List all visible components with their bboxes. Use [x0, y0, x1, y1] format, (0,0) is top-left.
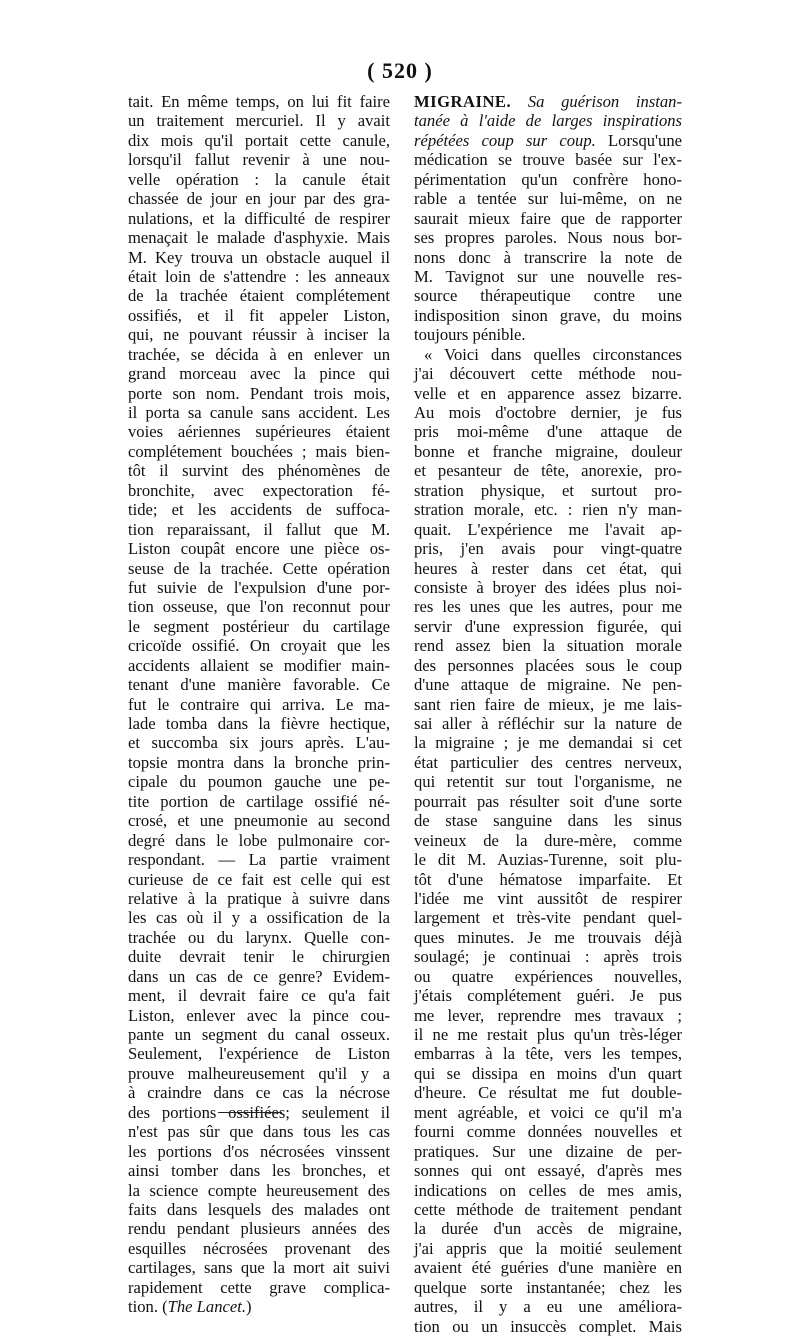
article-heading-line [414, 92, 682, 111]
text-line: faits dans lesquels des malades ont [128, 1199, 390, 1219]
text-line: trachée, se décida à en enlever un [128, 344, 390, 364]
text-line: quait. L'expérience me l'avait ap- [414, 519, 682, 539]
text-line: servir d'une expression figurée, qui [414, 616, 682, 636]
text-line: indisposition sinon grave, du moins [414, 305, 682, 325]
text-line: res les unes que les autres, pour me [414, 597, 682, 617]
text-line: me lever, reprendre mes travaux ; [414, 1005, 682, 1025]
text-line: M. Tavignot sur une nouvelle res- [414, 266, 682, 286]
text-line: quelque sorte instantanée; chez les [414, 1277, 682, 1297]
text-line: sai aller à réfléchir sur la nature de [414, 714, 682, 733]
right-column [414, 92, 682, 1336]
text-line: pratiques. Sur une dizaine de per- [414, 1141, 682, 1161]
text-line: l'idée me vint aussitôt de respirer [414, 888, 682, 908]
end-rule [218, 1112, 282, 1113]
text-line: rendu pendant plusieurs années des [128, 1219, 390, 1239]
text-line: un traitement mercuriel. Il y avait [128, 111, 390, 131]
text-line: nulations, et la difficulté de respirer [128, 208, 390, 228]
text-line: à craindre dans ce cas la nécrose [128, 1083, 390, 1103]
text-line: la migraine ; je me demandai si cet [414, 733, 682, 753]
text-line: voies aériennes supérieures étaient [128, 422, 390, 442]
text-line: il ne me restait plus qu'un très-léger [414, 1025, 682, 1044]
text-line: lorsqu'il fallut revenir à une nou- [128, 150, 390, 170]
text-line: M. Key trouva un obstacle auquel il [128, 247, 390, 267]
text-line: tôt d'une hématose imparfaite. Et [414, 869, 682, 889]
text-line: et succomba six jours après. L'au- [128, 733, 390, 753]
text-line: ossifiés, et il fit appeler Liston, [128, 305, 390, 325]
text-line: sant rien faire de mieux, je me lais- [414, 694, 682, 714]
text-line: indications on celles de mes amis, [414, 1180, 682, 1200]
text-line: d'heure. Ce résultat me fut double- [414, 1083, 682, 1103]
text-line: nons donc à transcrire la note de [414, 247, 682, 267]
text-line: médication se trouve basée sur l'ex- [414, 150, 682, 170]
text-line: fut suivie de l'expulsion d'une por- [128, 577, 390, 597]
text-line: rend assez bien la situation morale [414, 636, 682, 656]
text-line: cartilages, sans que la mort ait suivi [128, 1258, 390, 1278]
citation-suffix: ) [246, 1297, 252, 1317]
text-line: et pesanteur de tête, anorexie, pro- [414, 461, 682, 481]
text-line: n'est pas sûr que dans tous les cas [128, 1122, 390, 1142]
text-line: dans un cas de ce genre? Evidem- [128, 966, 390, 986]
text-line: des portions ossifiées; seulement il [128, 1102, 390, 1122]
text-line: ment, il devrait faire ce qu'a fait [128, 986, 390, 1006]
text-line: dix mois qu'il portait cette canule, [128, 130, 390, 150]
text-line: duite devrait tenir le chirurgien [128, 947, 390, 967]
text-line: Liston, enlever avec la pince cou- [128, 1005, 390, 1025]
left-column [128, 92, 390, 1317]
text-line: seuse de la trachée. Cette opération [128, 558, 390, 578]
text-line: bronchite, avec expectoration fé- [128, 480, 390, 500]
text-line: tait. En même temps, on lui fit faire [128, 92, 390, 111]
article-heading-word: MIGRAINE. [414, 92, 512, 111]
text-line: curieuse de ce fait est celle qui est [128, 869, 390, 889]
text-line: respondant. — La partie vraiment [128, 850, 390, 870]
text-line: degré dans le lobe pulmonaire cor- [128, 830, 390, 850]
text-line: d'une attaque de migraine. Ne pen- [414, 675, 682, 695]
text-line: consiste à broyer des idées plus noi- [414, 577, 682, 597]
text-line: j'ai découvert cette méthode nou- [414, 364, 682, 384]
text-line: de stase sanguine dans les sinus [414, 811, 682, 831]
text-line: qui se dissipa en moins d'un quart [414, 1063, 682, 1083]
text-line: le dit M. Auzias-Turenne, soit plu- [414, 850, 682, 870]
text-line: était loin de s'attendre : les anneaux [128, 266, 390, 286]
text-line: pris moi-même d'une attaque de [414, 422, 682, 442]
text-line: relative à la pratique à suivre dans [128, 888, 390, 908]
text-line: grand morceau avec la pince qui [128, 364, 390, 384]
text-line: fourni comme données nouvelles et [414, 1122, 682, 1142]
text-line: tide; et les accidents de suffoca- [128, 500, 390, 520]
text-line: saurait mieux faire que de rapporter [414, 208, 682, 228]
text-line: tenant d'une manière favorable. Ce [128, 675, 390, 695]
text-line: tôt il survint des phénomènes de [128, 461, 390, 481]
text-line: pante un segment du canal osseux. [128, 1025, 390, 1044]
text-line: autres, il y a eu une améliora- [414, 1297, 682, 1317]
text-line: pourrait pas résulter soit d'une sorte [414, 791, 682, 811]
text-line: tion ou un insuccès complet. Mais [414, 1316, 682, 1336]
text-line: Seulement, l'expérience de Liston [128, 1044, 390, 1064]
text-line: embarras à la tête, vers les tempes, [414, 1044, 682, 1064]
text-line: des personnes placées sous le coup [414, 655, 682, 675]
text-line: les cas où il y a ossification de la [128, 908, 390, 928]
citation-source: The Lancet. [167, 1297, 246, 1317]
text-line: Au mois d'octobre dernier, je fus [414, 403, 682, 422]
text-line: ses propres paroles. Nous nous bor- [414, 228, 682, 248]
article-heading-tail: Lorsqu'une [608, 130, 682, 150]
text-line: stration morale, etc. : rien n'y man- [414, 500, 682, 520]
text-line: ou quatre expériences nouvelles, [414, 966, 682, 986]
text-line: ment agréable, et voici ce qu'il m'a [414, 1102, 682, 1122]
text-line: heures à rester dans cet état, qui [414, 558, 682, 578]
text-line: ques minutes. Je me trouvais déjà [414, 927, 682, 947]
text-line: accidents allaient se modifier main- [128, 655, 390, 675]
article-heading-italic: répétées coup sur coup. [414, 130, 596, 150]
text-line: topsie montra dans la bronche prin- [128, 752, 390, 772]
text-line: trachée ou du larynx. Quelle con- [128, 927, 390, 947]
text-line: la durée d'un accès de migraine, [414, 1219, 682, 1239]
text-line: fut le contraire qui arriva. Le ma- [128, 694, 390, 714]
text-line: source thérapeutique contre une [414, 286, 682, 306]
text-line: cricoïde ossifié. On croyait que les [128, 636, 390, 656]
text-line: j'ai appris que la moitié seulement [414, 1238, 682, 1258]
text-line: toujours pénible. [414, 325, 526, 345]
text-line: qui, ne pouvant réussir à inciser la [128, 325, 390, 345]
citation-prefix: tion. ( [128, 1297, 168, 1317]
text-line: lade tomba dans la fièvre hectique, [128, 714, 390, 733]
text-line: porte son nom. Pendant trois mois, [128, 383, 390, 403]
text-line: Liston coupât encore une pièce os- [128, 539, 390, 559]
text-line: veineux de la dure-mère, comme [414, 830, 682, 850]
text-line: périmentation qu'un confrère hono- [414, 169, 682, 189]
text-line: prouve malheureusement qu'il y a [128, 1063, 390, 1083]
text-line: largement et très-vite pendant quel- [414, 908, 682, 928]
page-number: ( 520 ) [367, 58, 433, 83]
text-line: velle et en apparence assez bizarre. [414, 383, 682, 403]
article-heading-line [414, 131, 682, 150]
text-line: tite portion de cartilage ossifié né- [128, 791, 390, 811]
text-line: avaient été guéries d'une manière en [414, 1258, 682, 1278]
text-line: de la trachée étaient complétement [128, 286, 390, 306]
article-heading-italic: Sa guérison instan- [527, 92, 682, 111]
text-line: la science compte heureusement des [128, 1180, 390, 1200]
text-line: soulagé; je continuai : après trois [414, 947, 682, 967]
text-line: cette méthode de traitement pendant [414, 1199, 682, 1219]
text-line: rable a tentée sur lui-même, on ne [414, 189, 682, 209]
text-line: « Voici dans quelles circonstances [424, 344, 682, 364]
text-line: complétement bouchées ; mais bien- [128, 441, 390, 461]
text-line: qui retentit sur tout l'organisme, ne [414, 772, 682, 792]
text-line [128, 1297, 390, 1316]
text-line: pris, j'en avais pour vingt-quatre [414, 539, 682, 559]
text-line: les portions d'os nécrosées vinssent [128, 1141, 390, 1161]
text-line: rapidement cette grave complica- [128, 1277, 390, 1297]
text-line: état particulier des centres nerveux, [414, 752, 682, 772]
text-line: sonnes qui ont essayé, d'après mes [414, 1161, 682, 1181]
text-line: menaçait le malade d'asphyxie. Mais [128, 228, 390, 248]
text-line: ainsi tomber dans les bronches, et [128, 1161, 390, 1181]
text-line: bonne et franche migraine, douleur [414, 441, 682, 461]
text-line: chassée de jour en jour par des gra- [128, 189, 390, 209]
text-line: stration physique, et surtout pro- [414, 480, 682, 500]
text-line: crosé, et une pneumonie au second [128, 811, 390, 831]
text-line: le segment postérieur du cartilage [128, 616, 390, 636]
text-line: tion reparaissant, il fallut que M. [128, 519, 390, 539]
text-line: j'étais complétement guéri. Je pus [414, 986, 682, 1006]
text-line: velle opération : la canule était [128, 169, 390, 189]
text-line: il porta sa canule sans accident. Les [128, 403, 390, 422]
text-line: cipale du poumon gauche une pe- [128, 772, 390, 792]
text-line: esquilles nécrosées provenant des [128, 1238, 390, 1258]
text-line: tion osseuse, que l'on reconnut pour [128, 597, 390, 617]
article-heading-italic: tanée à l'aide de larges inspirations [414, 111, 682, 131]
